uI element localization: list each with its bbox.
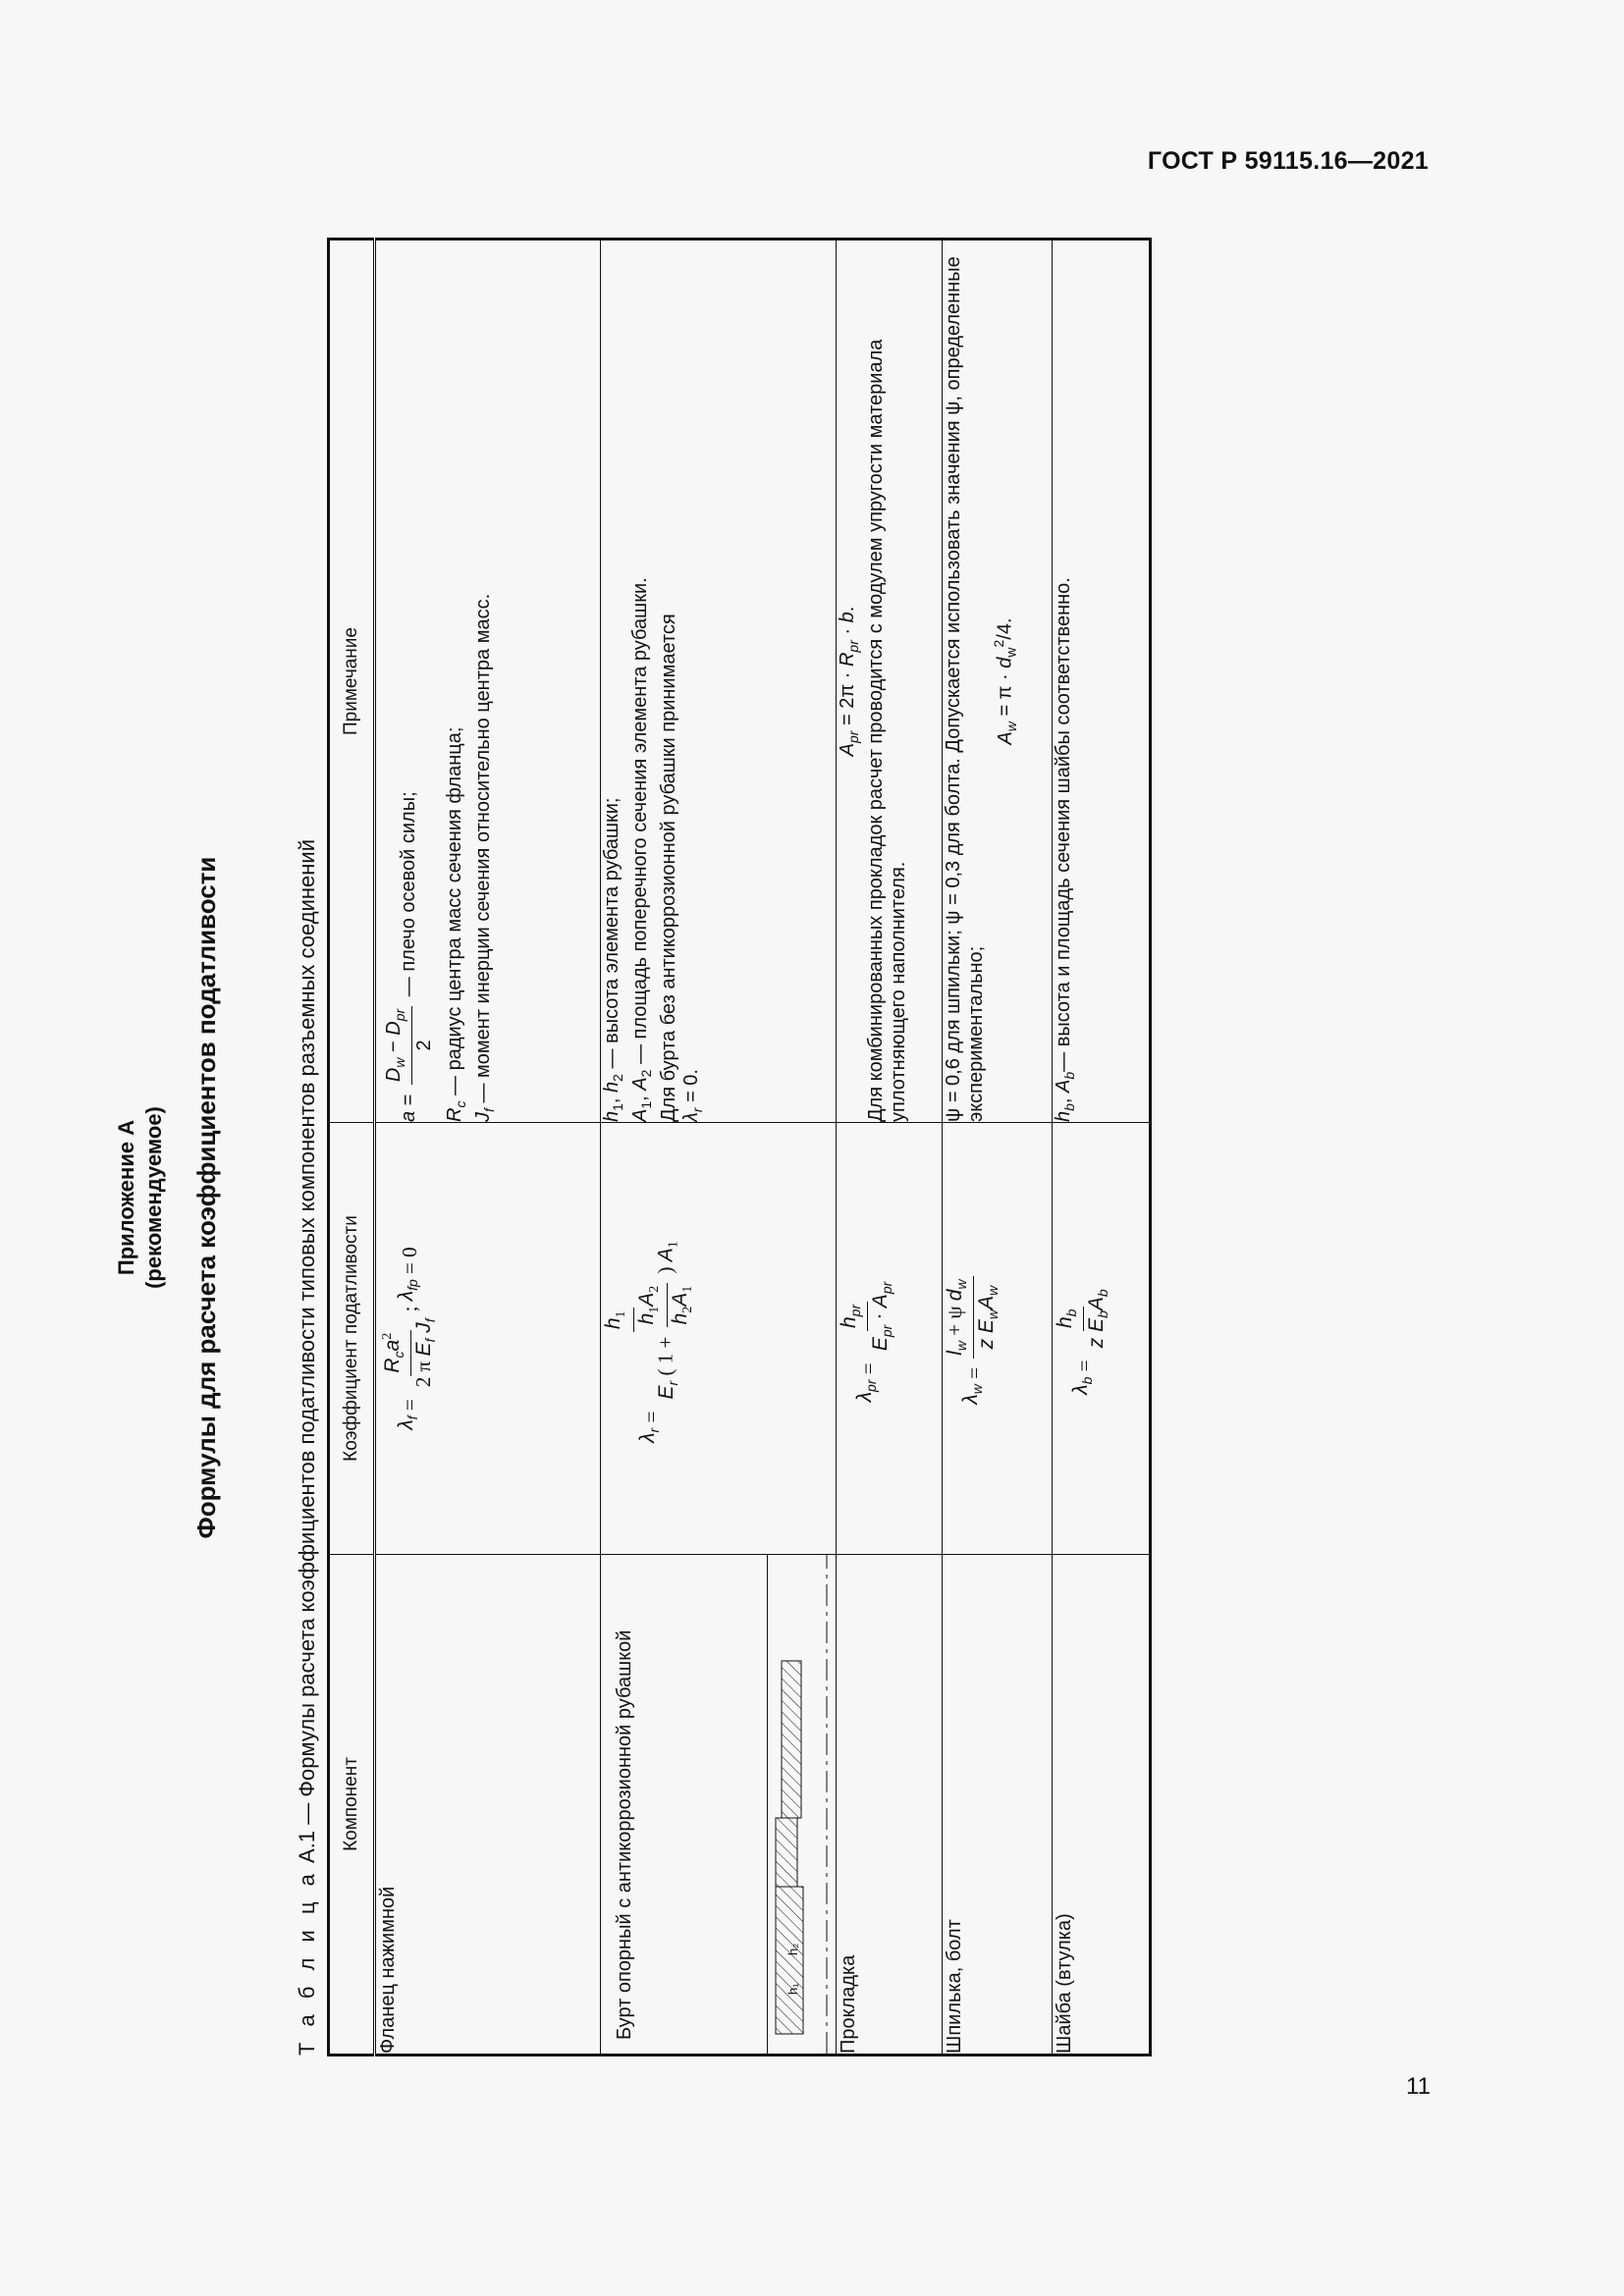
formula-cell: $\lambda_f$ = $R_ca^2$ 2 π $E_f$ $J_f$ ; $\lambda_{fp}$ = 0 <box>375 1123 601 1555</box>
component-cell: Шпилька, болт <box>943 1555 1053 2056</box>
caption-number: А.1 <box>295 1830 319 1863</box>
note-gasket: Для комбинированных прокладок расчет проводится с модулем упругости материала уплотняющего наполнителя. <box>865 339 909 1122</box>
header-coefficient: Коэффициент податливости <box>329 1123 375 1555</box>
note-flange-jf: — момент инерции сечения относительно центра масс. <box>472 593 494 1103</box>
rotated-content <box>113 256 1389 2106</box>
note-cell: ψ = 0,6 для шпильки; ψ = 0,3 для болта. Допускается использовать значения ψ, определенные экспериментально; $A_w = \pi \cdot d_w^2/4$. <box>943 240 1053 1123</box>
table-row <box>943 240 1053 2056</box>
header-component: Компонент <box>329 1555 375 2056</box>
component-cell: Фланец нажимной <box>375 1555 601 2056</box>
svg-text:h₂: h₂ <box>785 1943 800 1955</box>
note-collar-h: — высота элемента рубашки; <box>601 797 623 1069</box>
component-cell: Шайба (втулка) <box>1053 1555 1151 2056</box>
note-cell: $A_{pr} = 2\pi \cdot R_{pr} \cdot b$. Для комбинированных прокладок расчет проводится с модулем упругости материала уплотняющего наполнителя. <box>837 240 943 1123</box>
caption-prefix: Т а б л и ц а <box>295 1869 319 2056</box>
table-caption <box>295 839 320 2056</box>
document-number: ГОСТ Р 59115.16—2021 <box>1147 147 1429 175</box>
title-block <box>113 290 222 2106</box>
table-header-row <box>329 240 375 2056</box>
collar-drawing <box>768 1555 835 2054</box>
note-flange-arm: — плечо осевой силы; <box>397 791 419 997</box>
note-collar-a: — площадь поперечного сечения элемента рубашки. <box>629 577 651 1065</box>
note-flange-rc: — радиус центра масс сечения фланца; <box>444 726 465 1095</box>
note-stud: ψ = 0,6 для шпильки; ψ = 0,3 для болта. Допускается использовать значения ψ, определенные экспериментально; <box>943 256 987 1122</box>
component-name: Бурт опорный с антикоррозионной рубашкой <box>601 1555 768 2054</box>
compliance-table <box>327 238 1152 2056</box>
formula-cell: $\lambda_w$ = $l_w + \psi$ $d_w$ z $E_wA_w$ <box>943 1123 1053 1555</box>
appendix-status: (рекомендуемое) <box>141 1106 166 1289</box>
table-row <box>837 240 943 2056</box>
section-title: Формулы для расчета коэффициентов податливости <box>191 856 221 1539</box>
component-cell <box>601 1555 837 2056</box>
component-cell: Прокладка <box>837 1555 943 2056</box>
note-washer: — высота и площадь сечения шайбы соответственно. <box>1053 577 1074 1072</box>
formula-cell: $\lambda_b$ = $h_b$ z $E_bA_b$ <box>1053 1123 1151 1555</box>
header-note: Примечание <box>329 240 375 1123</box>
page-number: 11 <box>1406 2073 1431 2100</box>
formula-cell: $\lambda_r$ = $h_1$ $E_r$ ( 1 + $h_1A_2$ $h_2A_1$ ) $A_1$ <box>601 1123 837 1555</box>
svg-text:h₁: h₁ <box>785 1983 800 1995</box>
note-cell: a = $D_w - D_{pr}$ 2 — плечо осевой силы; $R_c$ — радиус центра масс сечения фланца; $J_f$ — момент инерции сечения относительно центра масс. <box>375 240 601 1123</box>
note-collar-no-jacket: Для бурта без антикоррозионной рубашки принимается <box>658 614 679 1122</box>
formula-cell: $\lambda_{pr}$ = $h_{pr}$ $E_{pr} \cdot A_{pr}$ <box>837 1123 943 1555</box>
note-cell: $h_b$, $A_b—$ высота и площадь сечения шайбы соответственно. <box>1053 240 1151 1123</box>
collar-section-icon <box>768 1555 835 2054</box>
appendix-title: Приложение А <box>114 1119 138 1276</box>
table-row <box>1053 240 1151 2056</box>
table-row <box>601 240 837 2056</box>
caption-text: — Формулы расчета коэффициентов податливости типовых компонентов разъемных соединений <box>295 839 319 1831</box>
note-cell: $h_1$, $h_2$ — высота элемента рубашки; $A_1$, $A_2$ — площадь поперечного сечения элемента рубашки. Для бурта без антикоррозионной рубашки принимается $\lambda_r = 0$. <box>601 240 837 1123</box>
table-row <box>375 240 601 2056</box>
